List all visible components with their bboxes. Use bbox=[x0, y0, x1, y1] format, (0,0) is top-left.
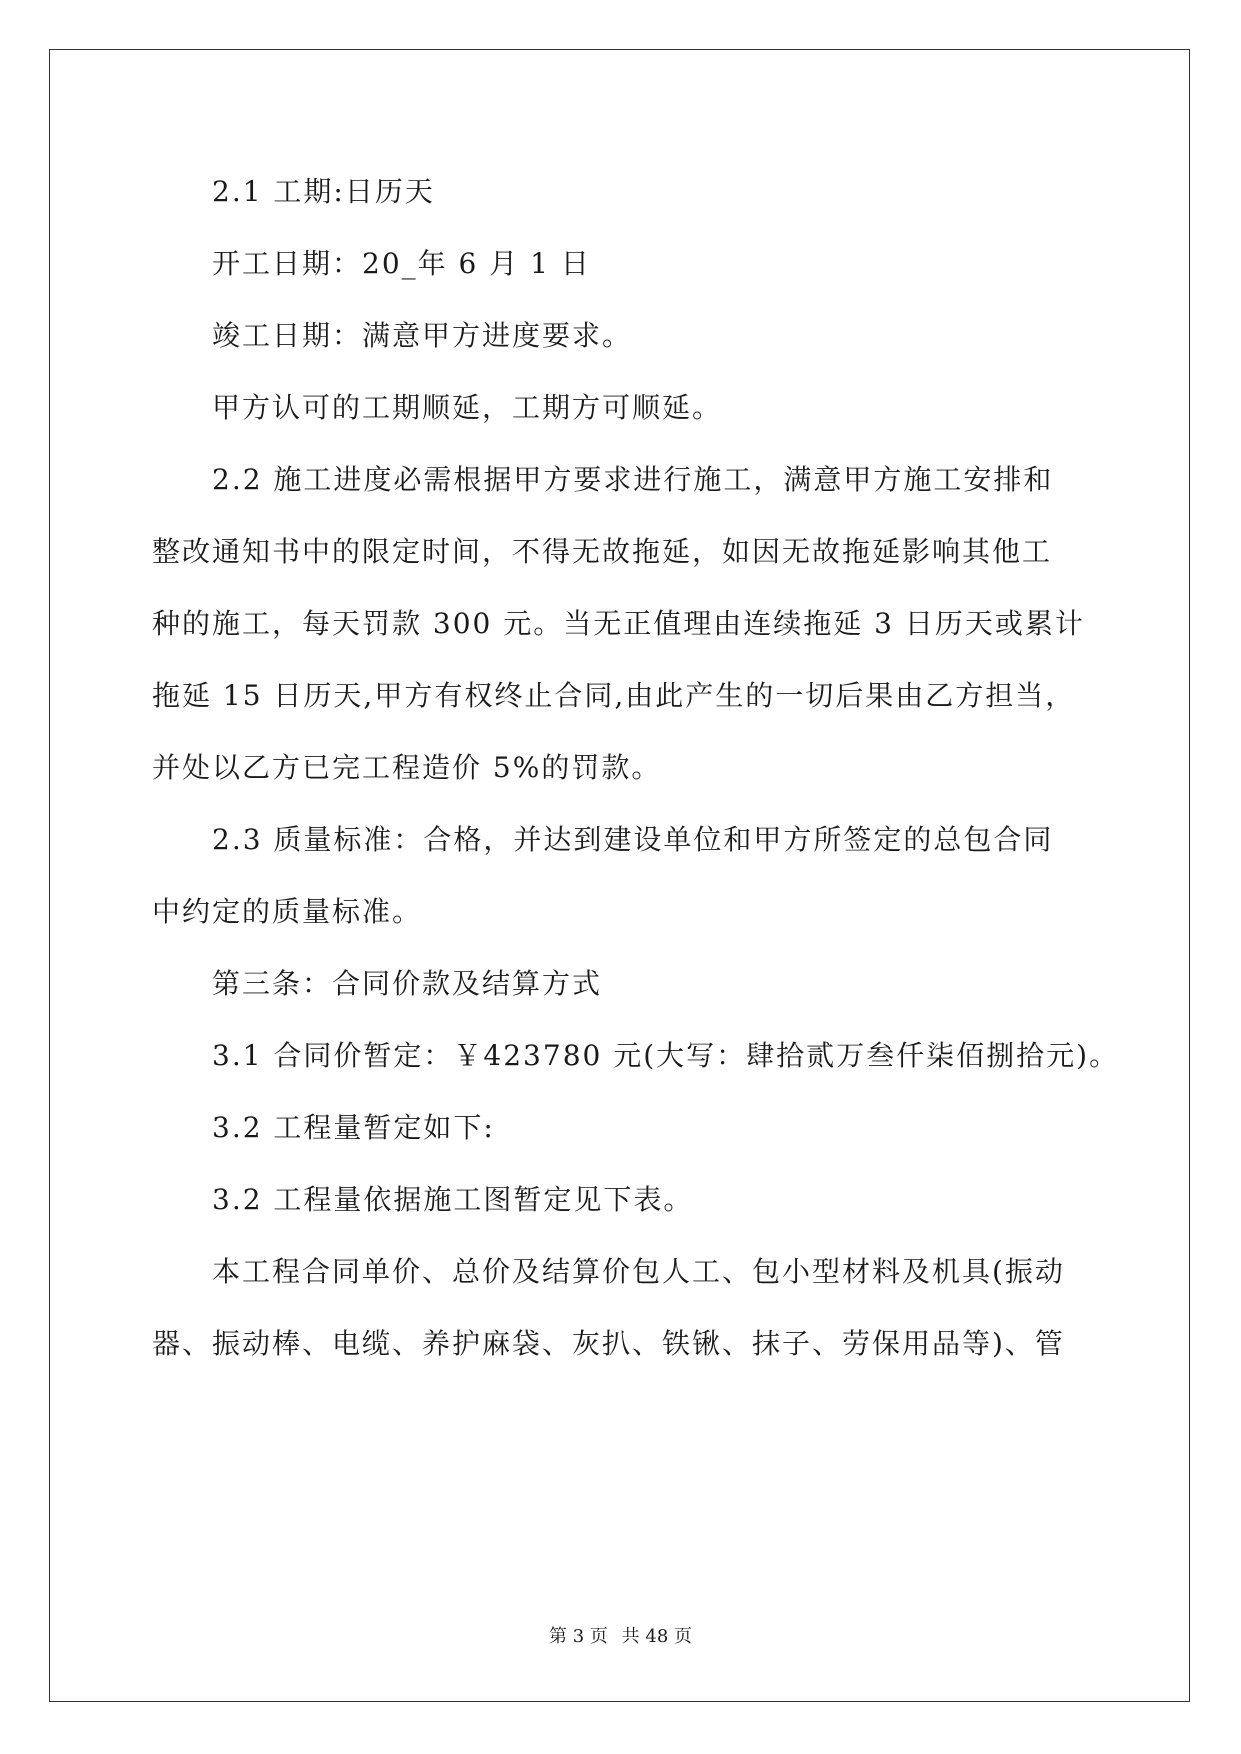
paragraph: 器、振动棒、电缆、养护麻袋、灰扒、铁锹、抹子、劳保用品等)、管 bbox=[152, 1327, 1065, 1360]
page-footer bbox=[0, 1622, 1241, 1648]
paragraph: 2.1 工期:日历天 bbox=[212, 175, 435, 208]
paragraph: 3.2 工程量暂定如下: bbox=[212, 1111, 495, 1144]
paragraph: 本工程合同单价、总价及结算价包人工、包小型材料及机具(振动 bbox=[212, 1255, 1065, 1288]
paragraph: 2.3 质量标准：合格，并达到建设单位和甲方所签定的总包合同 bbox=[212, 823, 1054, 856]
paragraph: 竣工日期：满意甲方进度要求。 bbox=[212, 319, 633, 352]
paragraph: 3.1 合同价暂定：￥423780 元(大写：肆拾贰万叁仟柒佰捌拾元)。 bbox=[212, 1039, 1120, 1072]
paragraph: 并处以乙方已完工程造价 5%的罚款。 bbox=[152, 751, 662, 784]
paragraph: 甲方认可的工期顺延，工期方可顺延。 bbox=[212, 391, 723, 424]
document-body bbox=[152, 156, 1120, 1380]
paragraph: 种的施工，每天罚款 300 元。当无正值理由连续拖延 3 日历天或累计 bbox=[152, 607, 1085, 640]
paragraph: 3.2 工程量依据施工图暂定见下表。 bbox=[212, 1183, 694, 1216]
paragraph: 中约定的质量标准。 bbox=[152, 895, 423, 928]
paragraph: 第三条：合同价款及结算方式 bbox=[212, 967, 603, 1000]
paragraph: 拖延 15 日历天,甲方有权终止合同,由此产生的一切后果由乙方担当， bbox=[152, 679, 1076, 712]
paragraph: 2.2 施工进度必需根据甲方要求进行施工，满意甲方施工安排和 bbox=[212, 463, 1054, 496]
paragraph: 开工日期：20_年 6 月 1 日 bbox=[212, 247, 591, 280]
page-total: 共 48 页 bbox=[621, 1626, 692, 1647]
page-number: 第 3 页 bbox=[549, 1626, 608, 1647]
paragraph: 整改通知书中的限定时间，不得无故拖延，如因无故拖延影响其他工 bbox=[152, 535, 1053, 568]
